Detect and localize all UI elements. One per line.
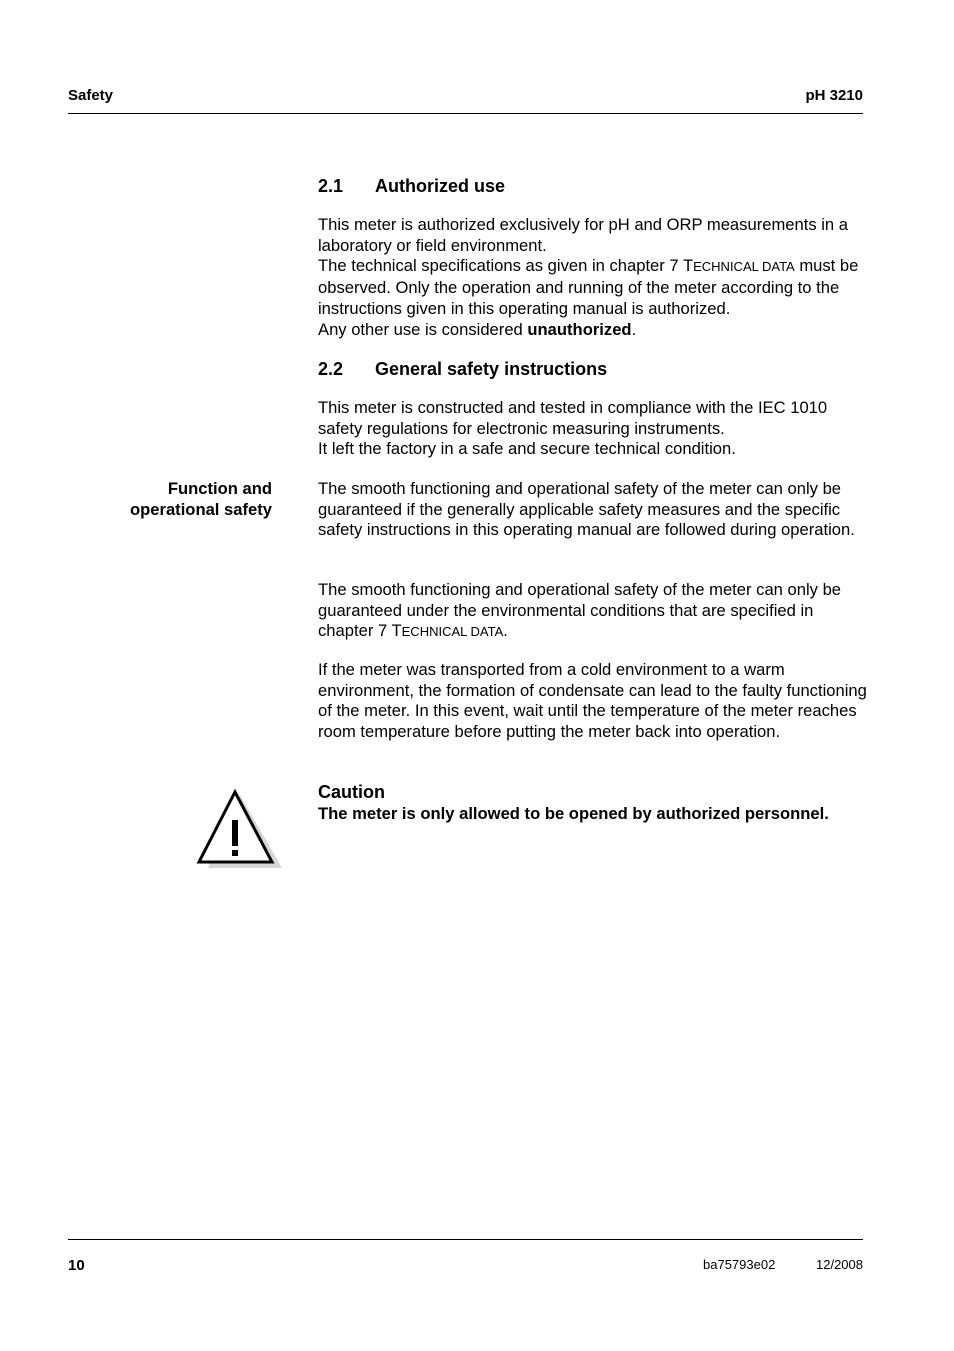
function-safety-paragraph-1: The smooth functioning and operational safety of the meter can only be guaranteed if the generally applicable safety measures and the specific safety instructions in this operating manual are followed during operation. <box>318 479 855 540</box>
section-title: General safety instructions <box>375 359 608 379</box>
small-caps-reference: ECHNICAL DATA <box>401 624 504 640</box>
side-heading-line: operational safety <box>129 499 272 519</box>
paragraph-line <box>318 256 868 319</box>
text-run: The smooth functioning and operational safety of the meter can only be guaranteed under the environmental conditions that are specified in chapter 7 T <box>318 580 842 641</box>
paragraph-line: This meter is authorized exclusively for pH and ORP measurements in a laboratory or field environment. <box>318 215 848 255</box>
section-title: Authorized use <box>375 176 506 196</box>
condensate-paragraph: If the meter was transported from a cold environment to a warm environment, the formation of condensate can lead to the faulty functioning of the meter. In this event, wait until the temperature of the meter reaches room temperature before putting the meter back into operation. <box>318 660 867 742</box>
paragraph-line: It left the factory in a safe and secure technical condition. <box>318 439 736 459</box>
function-safety-paragraph-2 <box>318 580 868 643</box>
document-date: 12/2008 <box>816 1257 863 1272</box>
section-2-2-heading <box>318 359 607 380</box>
text-run: Any other use is considered <box>318 319 528 339</box>
caution-text: The meter is only allowed to be opened by authorized personnel. <box>318 804 829 823</box>
header-section-label: Safety <box>68 87 114 104</box>
section-number: 2.1 <box>318 176 344 196</box>
document-id: ba75793e02 <box>703 1257 776 1272</box>
text-run: . <box>631 319 637 339</box>
paragraph-line: This meter is constructed and tested in compliance with the IEC 1010 safety regulations for electronic measuring instruments. <box>318 398 828 438</box>
text-run: must be observed. Only the operation and running of the meter according to the instructions given in this operating manual is authorized. <box>318 256 859 318</box>
small-caps-reference: ECHNICAL DATA <box>693 259 795 275</box>
authorized-use-paragraph <box>318 215 868 340</box>
header-rule <box>68 113 863 114</box>
emphasis: unauthorized <box>527 319 632 339</box>
text-run: . <box>503 621 508 641</box>
warning-triangle-icon <box>196 786 286 868</box>
section-2-1-heading <box>318 176 505 197</box>
page-number: 10 <box>68 1257 85 1274</box>
footer-rule <box>68 1239 863 1240</box>
general-safety-paragraph <box>318 398 868 460</box>
side-heading-function-safety <box>130 479 272 520</box>
caution-title: Caution <box>318 782 385 802</box>
paragraph-line <box>318 320 868 341</box>
section-number: 2.2 <box>318 359 344 379</box>
side-heading-line: Function and <box>167 479 272 498</box>
header-product-name: pH 3210 <box>805 87 863 104</box>
text-run: The technical specifications as given in chapter 7 T <box>318 256 694 276</box>
